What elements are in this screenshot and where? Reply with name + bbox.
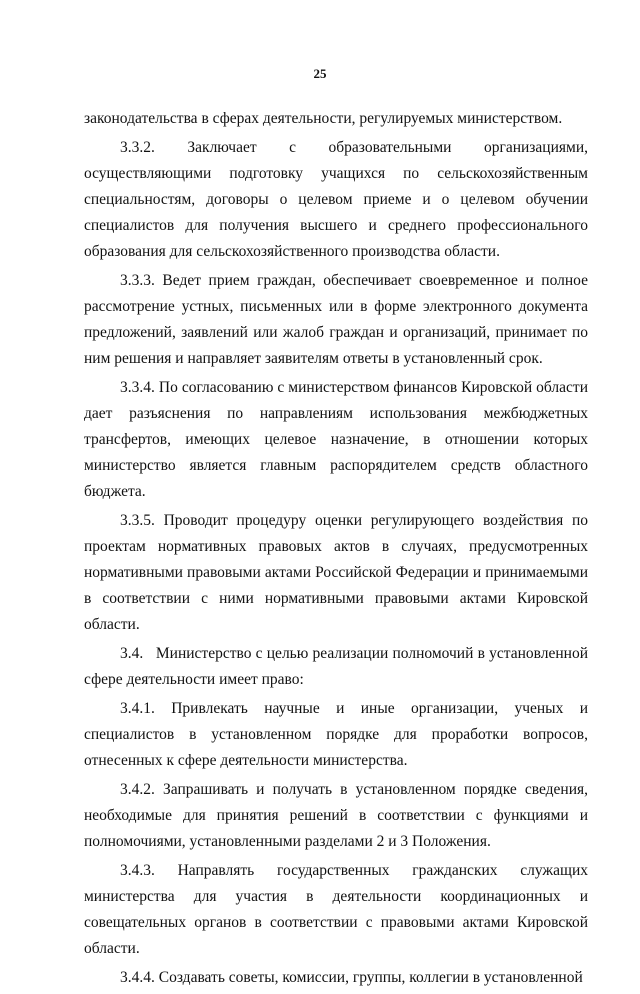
document-body [84,106,592,994]
paragraph-3-4-3: 3.4.3. Направлять государственных гражданских служащих министерства для участия в деятельности координационных и совещательных органов в соответствии с правовыми актами Кировской области. [84,862,588,957]
paragraph-3-3-5: 3.3.5. Проводит процедуру оценки регулирующего воздействия по проектам нормативных правовых актов в случаях, предусмотренных нормативными правовыми актами Российской Федерации и принимаемыми в соответствии с ними нормативными правовыми актами Кировской области. [84,512,588,633]
paragraph-continuation: законодательства в сферах деятельности, регулируемых министерством. [84,110,563,127]
paragraph-3-4-4: 3.4.4. Создавать советы, комиссии, группы, коллегии в установленной [120,969,583,986]
page-number: 25 [313,66,327,81]
paragraph-3-3-2: 3.3.2. Заключает с образовательными организациями, осуществляющими подготовку учащихся по сельскохозяйственным специальностям, договоры о целевом приеме и о целевом обучении специалистов для получения высшего и среднего профессионального образования для сельскохозяйственного производства области. [84,139,588,260]
paragraph-3-4: 3.4. Министерство с целью реализации полномочий в установленной сфере деятельности имеет право: [84,645,592,688]
paragraph-3-4-1: 3.4.1. Привлекать научные и иные организации, ученых и специалистов в установленном порядке для проработки вопросов, отнесенных к сфере деятельности министерства. [84,700,588,769]
paragraph-3-4-2: 3.4.2. Запрашивать и получать в установленном порядке сведения, необходимые для принятия решений в соответствии с функциями и полномочиями, установленными разделами 2 и 3 Положения. [84,781,588,850]
paragraph-3-3-4: 3.3.4. По согласованию с министерством финансов Кировской области дает разъяснения по направлениям использования межбюджетных трансфертов, имеющих целевое назначение, в отношении которых министерство является главным распорядителем средств областного бюджета. [84,379,588,500]
paragraph-3-3-3: 3.3.3. Ведет прием граждан, обеспечивает своевременное и полное рассмотрение устных, письменных или в форме электронного документа предложений, заявлений или жалоб граждан и организаций, принимает по ним решения и направляет заявителям ответы в установленный срок. [84,272,588,367]
